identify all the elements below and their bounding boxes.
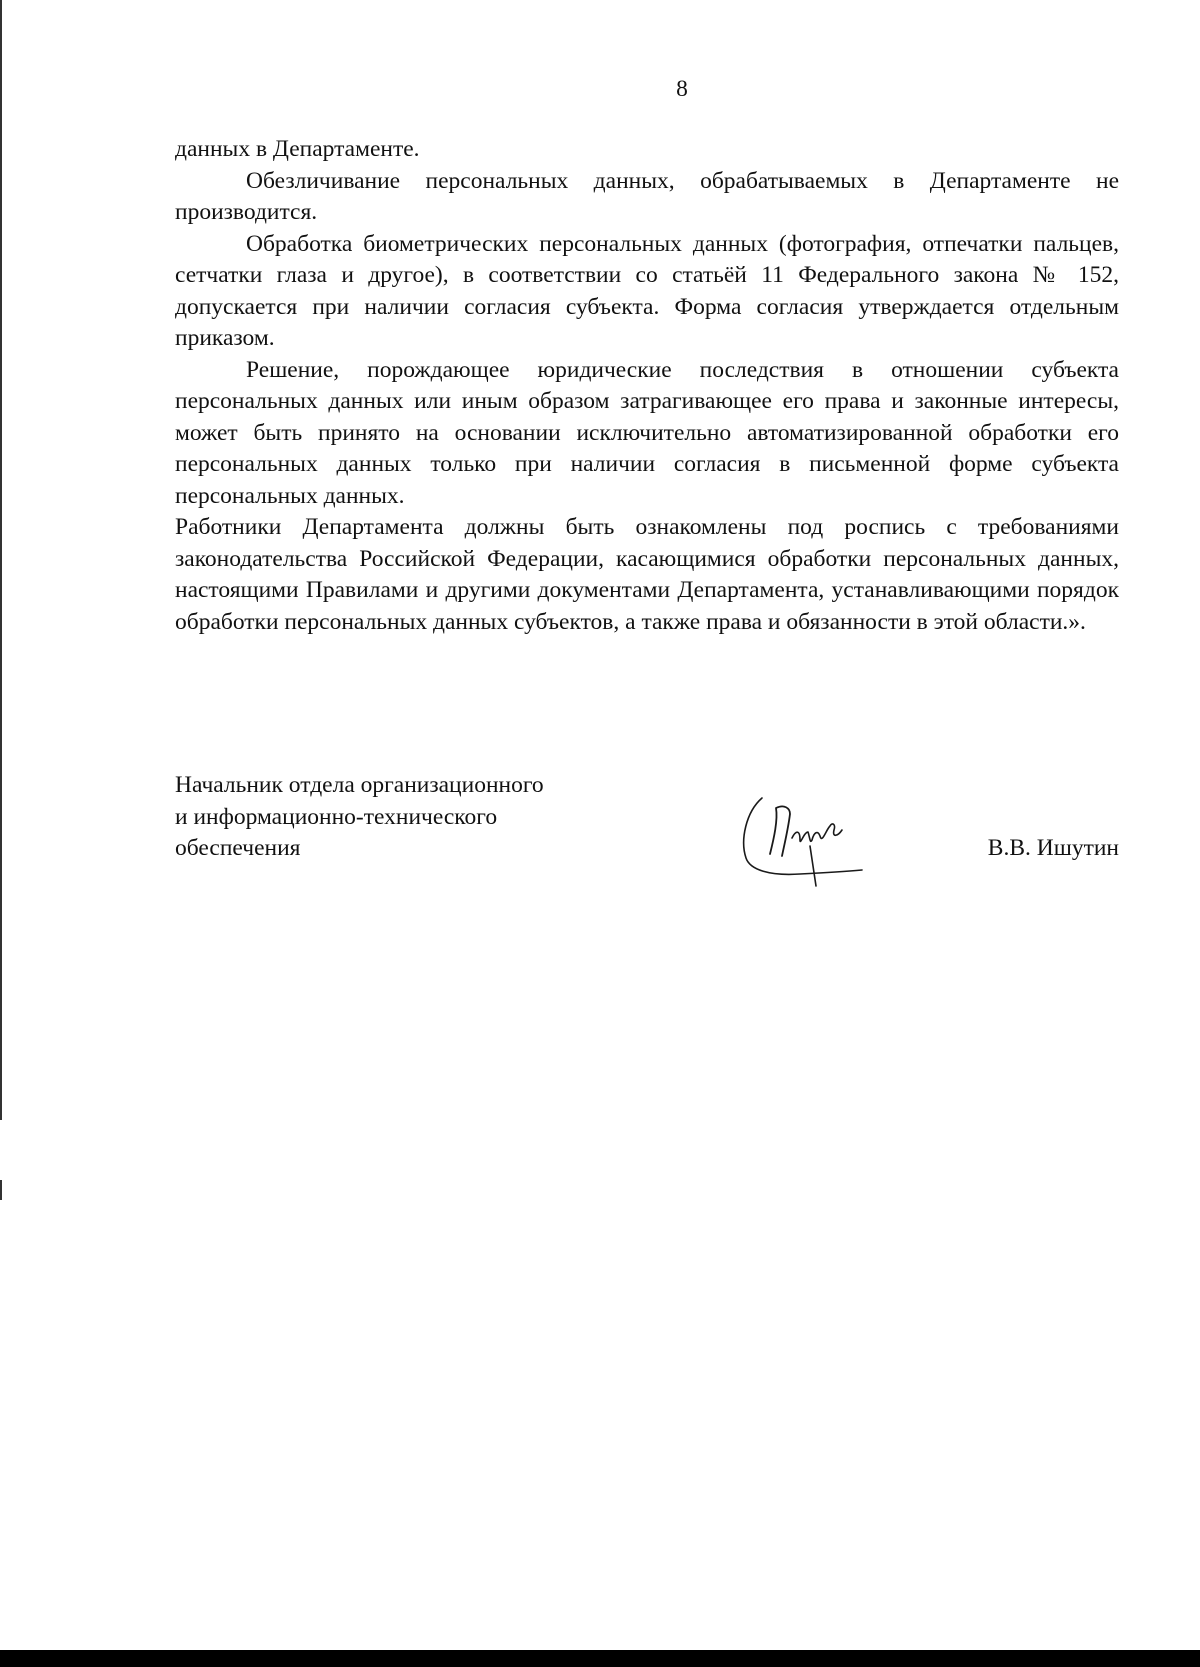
paragraph-3: Обработка биометрических персональных данных (фотография, отпечатки пальцев, сетчатки глаза и другое), в соответствии со статьёй 11 Федерального закона № 152, допускается при наличии согласия субъекта. Форма согласия утверждается отдельным приказом. (175, 230, 1119, 351)
scan-edge-left (0, 0, 2, 1120)
paragraph-5: Работники Департамента должны быть ознакомлены под роспись с требованиями законодательства Российской Федерации, касающимися обработки персональных данных, настоящими Правилами и другими документами Департамента, устанавливающими порядок обработки персональных данных субъектов, а также права и обязанности в этой области.». (175, 514, 1119, 635)
signature-block (175, 770, 1119, 900)
body-text (175, 134, 1119, 638)
scan-edge-left-fragment (0, 1180, 2, 1200)
paragraph-1: данных в Департаменте. (175, 136, 420, 162)
signatory-position-line-3: обеспечения (175, 835, 301, 861)
signatory-position-line-2: и информационно-технического (175, 803, 498, 830)
page-number: 8 (676, 76, 688, 102)
paragraph-2: Обезличивание персональных данных, обрабатываемых в Департаменте не производится. (175, 167, 1119, 225)
paragraph-4: Решение, порождающее юридические последствия в отношении субъекта персональных данных или иным образом затрагивающее его права и законные интересы, может быть принято на основании исключительно автоматизированной обработки его персональных данных только при наличии согласия в письменной форме субъекта персональных данных. (175, 356, 1119, 509)
scan-edge-bottom (0, 1650, 1200, 1667)
signatory-position (175, 770, 675, 865)
signatory-name: В.В. Ишутин (987, 835, 1119, 861)
handwritten-signature (740, 790, 870, 890)
signatory-position-line-1: Начальник отдела организационного (175, 772, 544, 798)
